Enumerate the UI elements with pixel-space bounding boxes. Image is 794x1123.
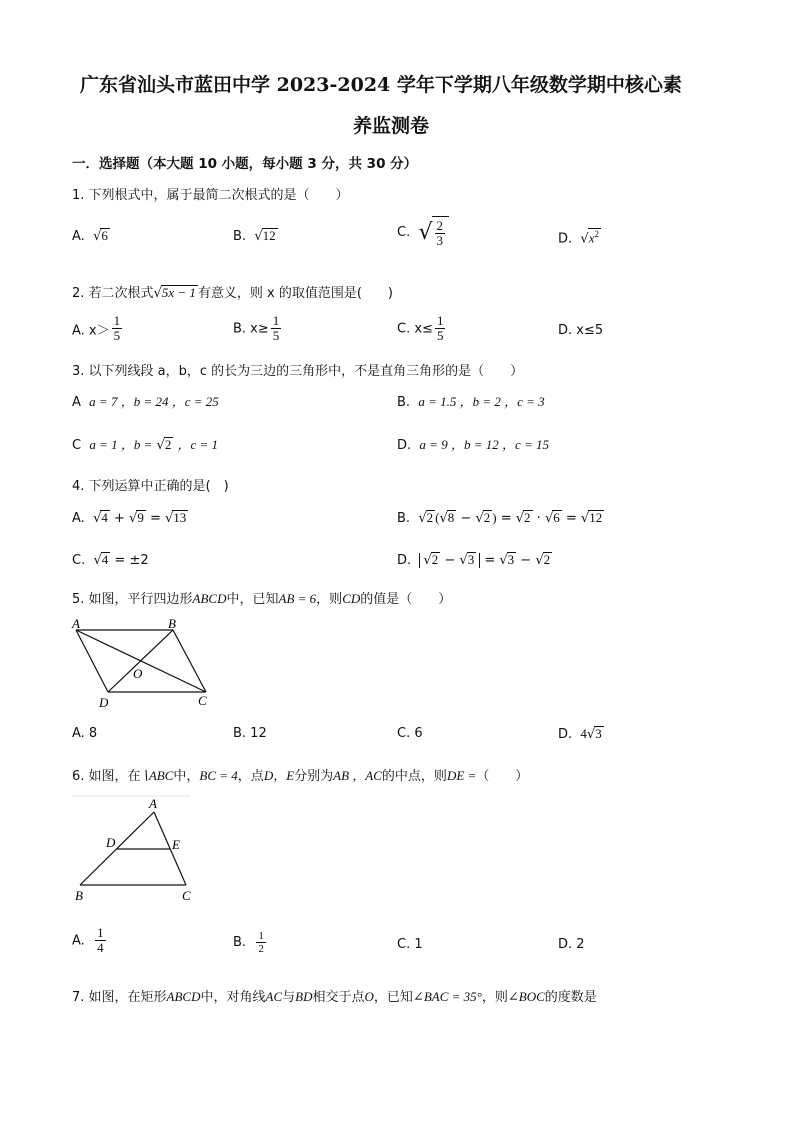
fig5-label-a: A	[72, 616, 80, 631]
q2-stem: 2. 若二次根式√5x − 1 有意义，则 x 的取值范围是( )	[72, 285, 393, 301]
q4-option-a: A. √4 + √9 = √13	[72, 510, 187, 526]
section-heading: 一．选择题（本大题 10 小题，每小题 3 分，共 30 分）	[72, 156, 418, 172]
q3-option-b: B. a = 1.5 ，b = 2 ，c = 3	[397, 394, 545, 410]
q6-option-c: C. 1	[397, 937, 423, 952]
q6-option-d: D. 2	[558, 937, 585, 952]
q6-option-b: B. $\frac{1}{2}$	[233, 930, 264, 956]
q4-option-c: C. √4 = ±2	[72, 552, 149, 568]
q3-option-c: C a = 1 ，b = √2 ，c = 1	[72, 437, 219, 453]
q5-stem: 5. 如图，平行四边形ABCD中，已知AB = 6，则CD的值是（ ）	[72, 591, 452, 607]
q4-option-b: B. √2 (√8 − √2 ) = √2 · √6 = √12	[397, 510, 603, 526]
doc-title-line2: 养监测卷	[353, 115, 430, 137]
q5-option-d: D. 4√3	[558, 726, 602, 742]
q1-option-a: A. √6	[72, 228, 108, 244]
q2-option-c: C. x≤ $\frac{1}{5}$	[397, 313, 444, 344]
fig5-label-o: O	[133, 666, 143, 681]
q4-stem: 4. 下列运算中正确的是( )	[72, 479, 229, 494]
q5-option-b: B. 12	[233, 726, 267, 741]
q5-option-c: C. 6	[397, 726, 423, 741]
q5-option-a: A. 8	[72, 726, 98, 741]
q3-stem: 3. 以下列线段 a，b，c 的长为三边的三角形中，不是直角三角形的是（ ）	[72, 364, 524, 379]
q6-stem: 6. 如图，在∖ABC中，BC = 4，点D，E分别为AB ，AC的中点，则DE =（ ）	[72, 768, 529, 784]
q2-option-a: A. x＞ $\frac{1}{5}$	[72, 313, 121, 344]
fig6-label-e: E	[172, 837, 180, 852]
q7-stem: 7. 如图，在矩形ABCD中，对角线AC与BD相交于点O，已知∠BAC = 35°，则∠BOC的度数是	[72, 989, 597, 1005]
q3-option-d: D. a = 9 ，b = 12 ，c = 15	[397, 437, 550, 453]
q2-option-d: D. x≤5	[558, 323, 604, 338]
fig5-label-c: C	[198, 693, 207, 708]
triangle-figure	[68, 792, 198, 908]
fig5-label-d: D	[99, 695, 109, 710]
q1-option-c: C. √ $\frac{2}{3}$	[397, 216, 449, 249]
q1-option-d: D. $√x^2$	[558, 229, 599, 247]
q1-option-b: B. √12	[233, 228, 276, 244]
q6-option-a: A. $\frac{1}{4}$	[72, 925, 104, 956]
fig6-label-a: A	[149, 796, 157, 811]
q2-option-b: B. x≥ $\frac{1}{5}$	[233, 313, 280, 344]
fig6-label-c: C	[182, 888, 191, 903]
doc-title-line1: 广东省汕头市蓝田中学 2023-2024 学年下学期八年级数学期中核心素	[80, 74, 682, 96]
fig6-label-b: B	[75, 888, 83, 903]
fig6-label-d: D	[106, 835, 116, 850]
q3-option-a: A a = 7 ，b = 24 ，c = 25	[72, 394, 219, 410]
q1-stem: 1. 下列根式中，属于最简二次根式的是（ ）	[72, 188, 349, 203]
q4-option-d: D. √2 − √3 = √3 − √2	[397, 552, 551, 568]
parallelogram-figure	[68, 614, 218, 714]
fig5-label-b: B	[168, 616, 176, 631]
